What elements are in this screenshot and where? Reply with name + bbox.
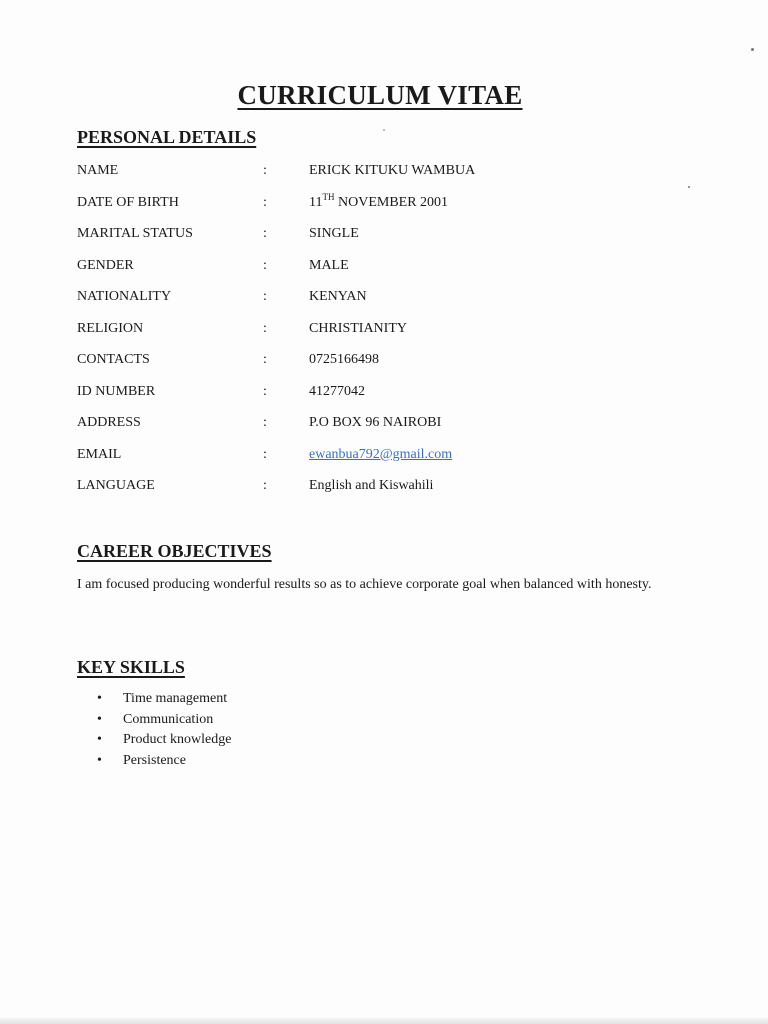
detail-row-marital-status (77, 223, 677, 255)
career-objectives-heading: CAREER OBJECTIVES (77, 541, 272, 561)
email-link[interactable]: ewanbua792@gmail.com (309, 446, 453, 462)
detail-value: English and Kiswahili (309, 478, 434, 493)
detail-separator: : (263, 478, 267, 493)
detail-label: LANGUAGE (77, 478, 155, 493)
skill-label: Product knowledge (123, 732, 232, 747)
detail-row-id-number (77, 381, 677, 413)
list-item (77, 732, 231, 753)
birth-day-suffix: TH (322, 191, 335, 202)
bullet-icon: • (97, 711, 102, 727)
key-skills-list (77, 691, 231, 773)
detail-row-gender (77, 255, 677, 287)
list-item (77, 753, 231, 774)
skill-label: Time management (123, 691, 228, 706)
detail-label: NATIONALITY (77, 289, 172, 304)
detail-separator: : (263, 415, 267, 430)
detail-label: ADDRESS (77, 415, 141, 430)
detail-row-name (77, 160, 677, 192)
document-title (0, 80, 760, 111)
detail-label: CONTACTS (77, 352, 150, 367)
detail-value: SINGLE (309, 226, 359, 241)
document-title-text: CURRICULUM VITAE (237, 80, 523, 110)
detail-label: RELIGION (77, 320, 144, 336)
detail-separator: : (263, 352, 267, 367)
personal-details-table (77, 160, 677, 507)
detail-value: 41277042 (309, 383, 365, 399)
detail-row-language (77, 475, 677, 507)
detail-separator: : (263, 446, 267, 462)
detail-separator: : (263, 226, 267, 241)
detail-value: MALE (309, 257, 349, 273)
detail-value: KENYAN (309, 289, 367, 304)
detail-row-contacts (77, 349, 677, 381)
detail-separator: : (263, 320, 267, 336)
bullet-icon: • (97, 732, 102, 747)
detail-label: NAME (77, 163, 119, 178)
career-objectives-text: I am focused producing wonderful results so as to achieve corporate goal when balanced with honesty. (77, 577, 652, 592)
detail-separator: : (263, 257, 267, 273)
detail-row-date-of-birth (77, 192, 677, 224)
birth-month-year: NOVEMBER 2001 (334, 194, 449, 210)
detail-row-address (77, 412, 677, 444)
key-skills-heading: KEY SKILLS (77, 657, 185, 677)
detail-separator: : (263, 289, 267, 304)
detail-label: MARITAL STATUS (77, 226, 193, 241)
detail-value (309, 191, 449, 211)
detail-label: DATE OF BIRTH (77, 194, 179, 210)
scan-speck (751, 48, 754, 51)
detail-value: P.O BOX 96 NAIROBI (309, 415, 442, 430)
list-item (77, 691, 231, 712)
scan-speck (383, 129, 385, 131)
detail-separator: : (263, 163, 267, 178)
bullet-icon: • (97, 752, 102, 768)
list-item (77, 712, 231, 733)
birth-day: 11 (309, 194, 323, 210)
detail-separator: : (263, 383, 267, 399)
detail-value: CHRISTIANITY (309, 320, 407, 336)
detail-row-nationality (77, 286, 677, 318)
detail-row-religion (77, 318, 677, 350)
scan-speck (688, 186, 690, 188)
detail-value: ERICK KITUKU WAMBUA (309, 163, 476, 178)
detail-label: EMAIL (77, 446, 122, 462)
detail-value: 0725166498 (309, 352, 379, 367)
scan-edge (0, 1018, 768, 1024)
personal-details-heading: PERSONAL DETAILS (77, 127, 257, 147)
skill-label: Persistence (123, 752, 186, 768)
skill-label: Communication (123, 711, 214, 727)
detail-label: ID NUMBER (77, 383, 156, 399)
detail-row-email (77, 444, 677, 476)
bullet-icon: • (97, 691, 102, 706)
detail-separator: : (263, 194, 267, 210)
detail-label: GENDER (77, 257, 134, 273)
